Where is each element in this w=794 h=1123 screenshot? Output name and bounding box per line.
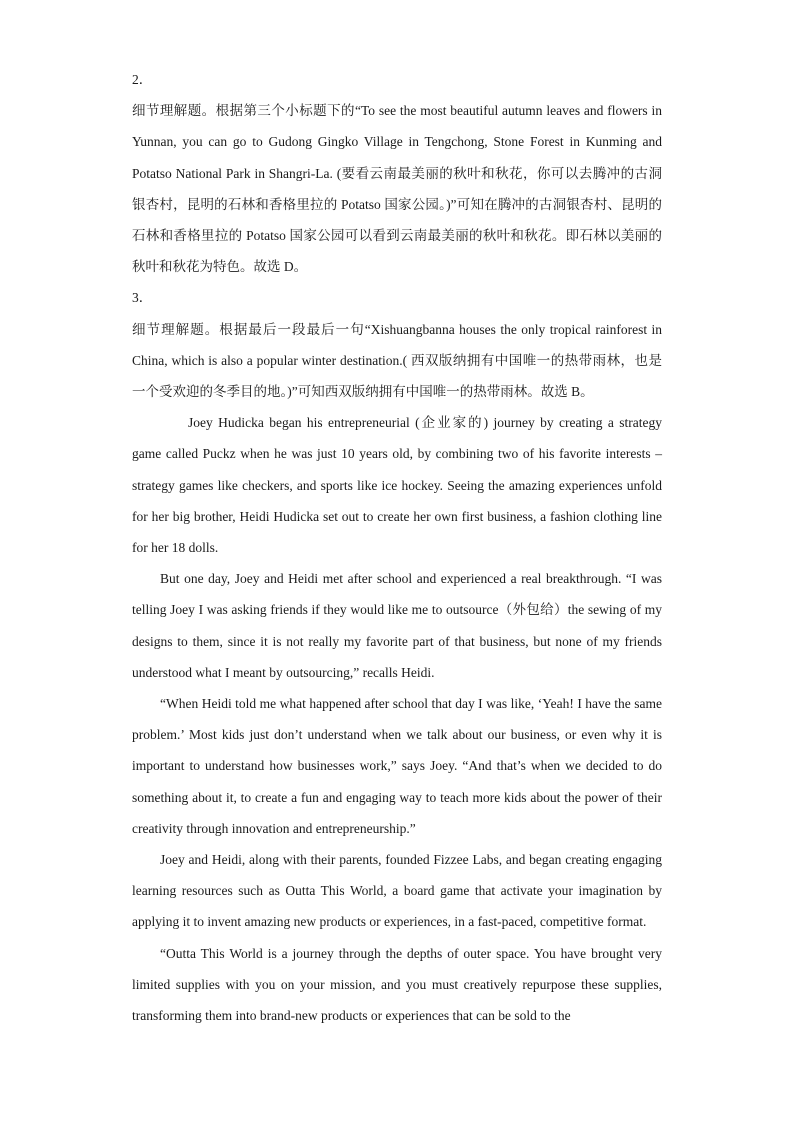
answer-2-number: 2． (132, 72, 153, 87)
passage-paragraph-3: “When Heidi told me what happened after school that day I was like, ‘Yeah! I have the same problem.’ Most kids just don’t understand when we talk about our business, or even why it is important to understand how businesses work,” says Joey. “And that’s when we decided to do something about it, to create a fun and engaging way to teach more kids about the power of their creativity through innovation and entrepreneurship.” (132, 696, 662, 836)
passage-paragraph-5: “Outta This World is a journey through the depths of outer space. You have brought very limited supplies with you on your mission, and you must creatively repurpose these supplies, transforming them into brand-new products or experiences that can be sold to the (132, 945, 662, 1024)
document-body (132, 64, 662, 1031)
passage-paragraph-1: Joey Hudicka began his entrepreneurial (企业家的) journey by creating a strategy game called Puckz when he was just 10 years old, by combining two of his favorite interests – strategy games like checkers, and sports like ice hockey. Seeing the amazing experiences unfold for her big brother, Heidi Hudicka set out to create her own first business, a fashion clothing line for her 18 dolls. (132, 415, 662, 556)
answer-3-explanation: 细节理解题。根据最后一段最后一句“Xishuangbanna houses the only tropical rainforest in China, which is also a popular winter destination.( 西双版纳拥有中国唯一的热带雨林，也是一个受欢迎的冬季目的地。)”可知西双版纳拥有中国唯一的热带雨林。故选 B。 (132, 321, 662, 400)
passage-paragraph-4: Joey and Heidi, along with their parents, founded Fizzee Labs, and began creating engaging learning resources such as Outta This World, a board game that activate your imagination by applying it to invent amazing new products or experiences, in a fast-paced, competitive format. (132, 852, 662, 930)
passage-paragraph-2: But one day, Joey and Heidi met after school and experienced a real breakthrough. “I was telling Joey I was asking friends if they would like me to outsource（外包给）the sewing of my designs to them, since it is not really my favorite part of that business, but none of my friends understood what I meant by outsourcing,” recalls Heidi. (132, 571, 662, 680)
answer-3-number: 3． (132, 290, 153, 306)
answer-2-explanation: 细节理解题。根据第三个小标题下的“To see the most beautiful autumn leaves and flowers in Yunnan, you can go to Gudong Gingko Village in Tengchong, Stone Forest in Kunming and Potatso National Park in Shangri-La. (要看云南最美丽的秋叶和秋花，你可以去腾冲的古洞银杏村，昆明的石林和香格里拉的 Potatso 国家公园。)”可知在腾冲的古洞银杏村、昆明的石林和香格里拉的 Potatso 国家公园可以看到云南最美丽的秋叶和秋花。即石林以美丽的秋叶和秋花为特色。故选 D。 (132, 103, 662, 275)
